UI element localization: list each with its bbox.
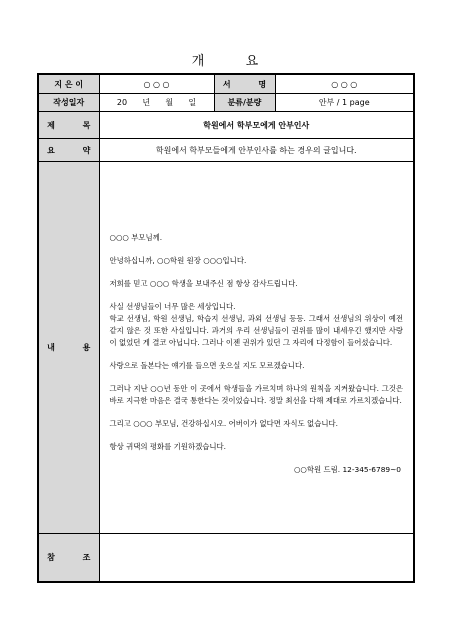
content-paragraph-intro: 안녕하십니까, ○○학원 원장 ○○○입니다. bbox=[109, 256, 247, 265]
date-label: 작성일자 bbox=[38, 94, 99, 112]
content-paragraph-teachers: 사실 선생님들이 너무 많은 세상입니다. 학교 선생님, 학원 선생님, 학습지 선생님, 과외 선생님 등등. 그래서 선생님의 위상이 예전 같지 않은 것 또한 사실입니다. 과거의 우리 선생님들이 권위를 많이 내세우긴 했지만 사랑이 없었던 게 결코 아닙니다. 그러나 이젠 권위가 있던 그 자리에 다정함이 들어섰습니다. bbox=[109, 302, 403, 347]
subject-value: 학원에서 학부모에게 안부인사 bbox=[99, 112, 414, 139]
content-body bbox=[99, 162, 414, 534]
content-paragraph-care: 사랑으로 돌본다는 얘기를 들으면 웃으실 지도 모르겠습니다. bbox=[109, 361, 305, 370]
content-paragraph-wishes: 항상 귀댁의 평화를 기원하겠습니다. bbox=[109, 442, 226, 451]
page-title: 개 요 bbox=[191, 54, 259, 69]
author-label: 지 은 이 bbox=[38, 74, 99, 94]
summary-label: 요 약 bbox=[38, 139, 99, 162]
summary-row bbox=[38, 139, 414, 162]
content-paragraph-thanks: 저희를 믿고 ○○○ 학생을 보내주신 점 항상 감사드립니다. bbox=[109, 279, 298, 288]
subject-label: 제 목 bbox=[38, 112, 99, 139]
subject-row bbox=[38, 112, 414, 139]
reference-row bbox=[38, 534, 414, 583]
content-signature: ○○학원 드림. 12-345-6789~0 bbox=[293, 465, 401, 474]
content-paragraph-health: 그리고 ○○○ 부모님, 건강하십시오. 어버이가 없다면 자식도 없습니다. bbox=[109, 419, 338, 428]
content-row bbox=[38, 162, 414, 534]
reference-label: 참 조 bbox=[38, 534, 99, 583]
signature-value: ○ ○ ○ bbox=[275, 74, 414, 94]
content-label: 내 용 bbox=[38, 162, 99, 534]
content-paragraph-greeting: ○○○ 부모님께. bbox=[109, 233, 163, 242]
summary-value: 학원에서 학부모들에게 안부인사를 하는 경우의 글입니다. bbox=[99, 139, 414, 162]
date-row bbox=[38, 94, 414, 112]
content-paragraph-principle: 그러나 지난 ○○년 동안 이 곳에서 학생들을 가르치며 하나의 원칙을 지켜왔습니다. 그것은 바로 지극한 마음은 결국 통한다는 것이었습니다. 정말 최선을 다해 제대로 가르치겠습니다. bbox=[109, 384, 403, 405]
date-value: 20 년 월 일 bbox=[99, 94, 214, 112]
overview-form bbox=[37, 73, 415, 583]
author-row bbox=[38, 74, 414, 94]
reference-value bbox=[99, 534, 414, 583]
signature-label: 서 명 bbox=[214, 74, 275, 94]
category-label: 분류/분량 bbox=[214, 94, 275, 112]
author-value: ○ ○ ○ bbox=[99, 74, 214, 94]
category-value: 안부 / 1 page bbox=[275, 94, 414, 112]
